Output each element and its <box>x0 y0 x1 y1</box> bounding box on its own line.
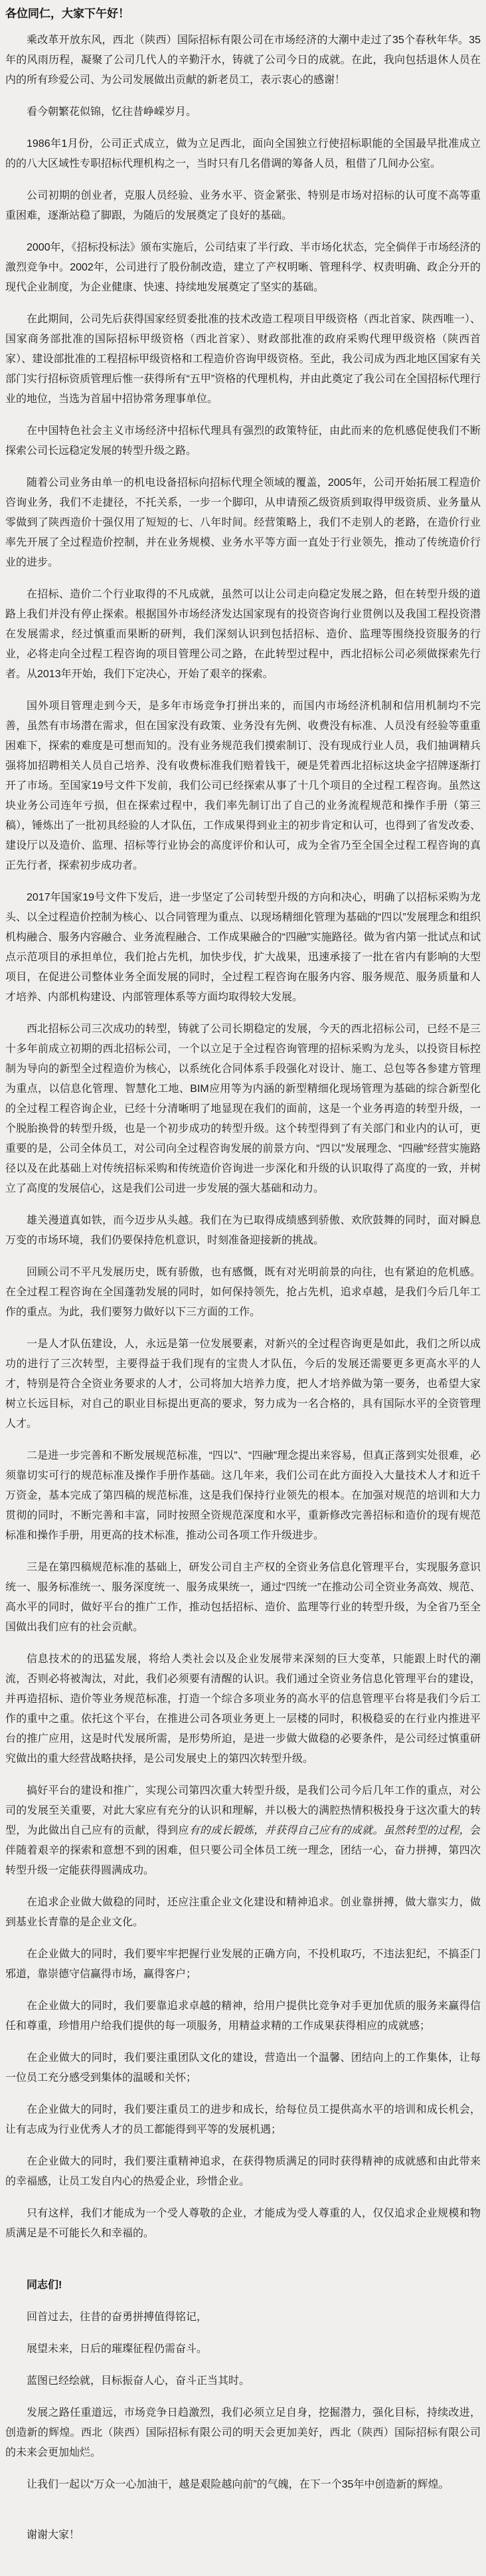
paragraph: 国外项目管理走到今天，是多年市场竞争打拼出来的，而国内市场经济机制和信用机制均不完善，虽然有市场潜在需求，但在国家没有政策、业务没有先例、收费没有标准、人员没有经验等重重困难下，探索的难度是可想而知的。没有业务规范我们摸索制订、没有现成行业人员，我们抽调精兵强将加招聘相关人员自己培养、没有收费标准我们赔着钱干，硬是凭着西北招标这块金字招牌逐渐打开了市场。至国家19号文件下发前，我们公司已经探索从事了十几个项目的全过程工程咨询。虽然这块业务公司连年亏损，但在探索过程中，我们率先制订出了自己的业务流程规范和操作手册（第三稿），锤炼出了一批初具经验的人才队伍，工作成果得到业主的初步肯定和认可，也得到了省发改委、建设厅以及造价、监理、招标等行业协会的高度评价和认可，成为全省乃至全国全过程工程咨询的真正先行者，探索初步成功者。 <box>5 700 481 871</box>
paragraph: 在企业做大的同时，我们要牢牢把握行业发展的正确方向，不投机取巧，不违法犯纪，不搞歪门邪道，靠崇德守信赢得市场，赢得客户； <box>5 1949 481 1980</box>
paragraph: 一是人才队伍建设，人，永远是第一位发展要素，对新兴的全过程咨询更是如此，我们之所以成功的进行了三次转型，主要得益于我们现有的宝贵人才队伍，今后的发展还需要更多更高水平的人才，特别是符合全资业务要求的人才，公司将加大培养力度，把人才培养做为第一要务，也希望大家树立长远目标，对自己的职业目标提出更高的要求，努力成为一名合格的，具有国际水平的全资管理人才。 <box>5 1339 481 1430</box>
paragraph: 二是进一步完善和不断发展规范标准，“四以”、“四融”理念提出来容易，但真正落到实处很难，必须靠切实可行的规范标准及操作手册作基础。这几年来，我们公司在此方面投入大量技术人才和近千万资金，基本完成了第四稿的规范标准，这是我们保持行业领先的根本。在加强对规范的培训和大力贯彻的同时，不断完善和丰富，同时按照全资规范深度和水平，重新修改完善招标和造价的现有规范标准和操作手册，用更高的技术标准，推动公司各项工作升级进步。 <box>5 1450 481 1541</box>
paragraph-text-normal: 搞好平台的建设和推广，实现公司第四次重大转型升级，是我们公司今后几年工作的重点，对公司的发展至关重要，对此大家应有充分的认识和理解，并以极大的满腔热情积极投身于这次重大的转型，为此做出自己应有的贡献，得到应 <box>5 1785 481 1836</box>
paragraph: 在企业做大的同时，我们要注重员工的进步和成长，给每位员工提供高水平的培训和成长机会，让有志成为行业优秀人才的员工都能得到平等的发展机遇； <box>5 2104 481 2135</box>
comrades-heading: 同志们! <box>27 2280 62 2291</box>
paragraph: 蓝图已经绘就，目标振奋人心，奋斗正当其时。 <box>27 2375 250 2387</box>
paragraph: 随着公司业务由单一的机电设备招标向招标代理全领域的覆盖，2005年，公司开始拓展工程造价咨询业务，我们不走捷径，不托关系，一步一个脚印，从申请预乙级资质到取得甲级资质、业务量从零做到了陕西造价十强仅用了短短的七、八年时间。经营策略上，我们不走别人的老路，在造价行业率先开展了全过程造价控制，并在业务规模、业务水平等方面一直处于行业领先，推动了传统造价行业的进步。 <box>5 477 481 568</box>
paragraph: 看今朝繁花似锦，忆往昔峥嵘岁月。 <box>27 106 197 118</box>
paragraph: 在企业做大的同时，我们要靠追求卓越的精神，给用户提供比竞争对手更加优质的服务来赢得信任和尊重，珍惜用户给我们提供的每一项服务，用精益求精的工作成果获得相应的成就感； <box>5 2000 481 2032</box>
paragraph: 2000年，《招标投标法》颁布实施后，公司结束了半行政、半市场化状态，完全倘佯于市场经济的激烈竞争中。2002年，公司进行了股份制改造，建立了产权明晰、管理科学、权责明确、政企分开的现代企业制度，为企业健康、快速、持续地发展奠定了坚实的基础。 <box>5 242 481 293</box>
closing-thanks: 谢谢大家！ <box>27 2529 80 2541</box>
paragraph: 在追求企业做大做稳的同时，还应注重企业文化建设和精神追求。创业靠拼搏，做大靠实力，做到基业长青靠的是企业文化。 <box>5 1897 481 1928</box>
paragraph: 展望未来，日后的璀璨征程仍需奋斗。 <box>27 2343 208 2355</box>
paragraph: 2017年国家19号文件下发后，进一步坚定了公司转型升级的方向和决心，明确了以招标采购为龙头、以全过程造价控制为核心、以合同管理为重点、以现场精细化管理为基础的“四以”发展理念和组织机构融合、服务内容融合、业务流程融合、工作成果融合的“四融”实施路径。做为省内第一批试点和试点示范项目的承担单位，我们抢占先机，加快步伐，扩大战果，迅速承接了一批在省内有影响的大型项目，在促进公司整体业务全面发展的同时，全过程工程咨询在服务内容、服务规范、服务质量和人才培养、内部机构建设、内部管理体系等方面均取得较大发展。 <box>5 892 481 1003</box>
greeting-title: 各位同仁，大家下午好！ <box>5 7 129 20</box>
paragraph: 公司初期的创业者，克服人员经验、业务水平、资金紧张、特别是市场对招标的认可度不高等重重困难，逐渐站稳了脚跟，为随后的发展奠定了良好的基础。 <box>5 190 481 221</box>
paragraph: 西北招标公司三次成功的转型，铸就了公司长期稳定的发展，今天的西北招标公司，已经不是三十多年前成立初期的西北招标公司，一个以立足于全过程咨询管理的招标采购为龙头，以投资目标控制为导向的新型全过程造价为核心，以系统化合同体系手段强化对设计、施工、总包等各参建方管理为重点，以信息化管理、智慧化工地、BIM应用等为内涵的新型精细化现场管理为基础的综合新型化的全过程工程咨询企业，已经十分清晰明了地显现在我们的面前，这是一个业务再造的转型升级，一个脱胎换骨的转型升级，也是一个初步成功的转型升级。这个转型得到了有关部门和业内的认可，更重要的是，公司全体员工，对公司向全过程咨询发展的前景方向、“四以”发展理念、“四融”经营实施路径以及在此基础上对传统招标采购和传统造价咨询进一步深化和升级的认识取得了高度的一致，并树立了高度的发展信心，这是我们公司进一步发展的强大基础和动力。 <box>5 1023 481 1194</box>
paragraph: 信息技术的的迅猛发展，将给人类社会以及企业发展带来深刻的巨大变革，只能跟上时代的潮流，否则必将被淘汰，对此，我们必须要有清醒的认识。我们通过全资业务信息化管理平台的建设，并再造招标、造价等业务规范标准，打造一个综合多项业务的高水平的信息管理平台将是我们今后工作的重中之重。依托这个平台，在推进公司各项业务更上一层楼的同时，积极稳妥的在行业内推进平台的推广应用，这是时代发展所需，是形势所迫，是进一步做大做稳的必要条件，是公司经过慎重研究做出的重大经营战略抉择，是公司发展史上的第四次转型升级。 <box>5 1654 481 1765</box>
paragraph: 乘改革开放东风，西北（陕西）国际招标有限公司在市场经济的大潮中走过了35个春秋年华。35年的风雨历程，凝聚了公司几代人的辛勤汗水，铸就了公司今日的成就。在此，我向包括退休人员在内的所有珍爱公司、为公司发展做出贡献的新老员工，表示衷心的感谢！ <box>5 35 481 86</box>
paragraph: 雄关漫道真如铁，而今迈步从头越。我们在为已取得成绩感到骄傲、欢欣鼓舞的同时，面对瞬息万变的市场环境，我们仍要保持危机意识，时刻准备迎接新的挑战。 <box>5 1215 481 1246</box>
paragraph: 在此期间，公司先后获得国家经贸委批准的技术改造工程项目甲级资格（西北首家、陕西唯一）、国家商务部批准的国际招标甲级资格（西北首家）、财政部批准的政府采购代理甲级资格（陕西首家）、建设部批准的工程招标甲级资格和工程造价咨询甲级资格。至此，我公司成为西北地区国家有关部门实行招标资质管理后惟一获得所有“五甲”资格的代理机构，并由此奠定了我公司在全国招标代理行业的地位，当选为首届中招协常务理事单位。 <box>5 314 481 405</box>
paragraph: 回顾公司不平凡发展历史，既有骄傲，也有感慨，既有对光明前景的向往，也有紧迫的危机感。在全过程工程咨询在全国蓬勃发展的同时，如何保持领先，抢占先机，追求卓越，是我们今后几年工作的重点。为此，我们要努力做好以下三方面的工作。 <box>5 1267 481 1318</box>
paragraph: 在招标、造价二个行业取得的不凡成就，虽然可以让公司走向稳定发展之路，但在转型升级的道路上我们并没有停止探索。根据国外市场经济发达国家现有的投资咨询行业贯例以及我国工程投资潜在发展需求，经过慎重而果断的研判，我们深刻认识到包括招标、造价、监理等围绕投资服务的行业，必将走向全过程工程咨询的项目管理公司之路，在此转型过程中，西北招标公司必须做探索先行者。从2013年开始，我们下定决心，开始了艰辛的探索。 <box>5 589 481 680</box>
paragraph: 发展之路任重道远，市场竞争日趋激烈，我们必须立足自身，挖掘潜力，强化目标，持续改进，创造新的辉煌。西北（陕西）国际招标有限公司的明天会更加美好，西北（陕西）国际招标有限公司的未来会更加灿烂。 <box>5 2407 481 2458</box>
paragraph-text-normal: 会伴随着艰辛的探索和意想不到的困难，但只要公司全体员工统一理念，团结一心，奋力拼搏，第四次转型升级一定能获得圆满成功。 <box>5 1825 481 1876</box>
paragraph-with-italic <box>5 1781 481 1881</box>
paragraph-text-italic: 有的成长锻炼，并获得自己应有的成就。虽然转型的过程， <box>189 1825 470 1836</box>
paragraph: 在企业做大的同时，我们要注重团队文化的建设，营造出一个温馨、团结向上的工作集体，让每一位员工充分感受到集体的温暖和关怀； <box>5 2052 481 2084</box>
paragraph: 只有这样，我们才能成为一个受人尊敬的企业，才能成为受人尊重的人，仅仅追求企业规模和物质满足是不可能长久和幸福的。 <box>5 2208 481 2239</box>
paragraph: 1986年1月份，公司正式成立，做为立足西北，面向全国独立行使招标职能的全国最早批准成立的的八大区域性专职招标代理机构之一，当时只有几名借调的筹备人员，租借了几间办公室。 <box>5 138 481 169</box>
paragraph: 回首过去，往昔的奋勇拼搏值得铭记， <box>27 2311 208 2323</box>
paragraph: 在企业做大的同时，我们要注重精神追求，在获得物质满足的同时获得精神的成就感和由此带来的幸福感，让员工发自内心的热爱企业，珍惜企业。 <box>5 2156 481 2187</box>
paragraph: 在中国特色社会主义市场经济中招标代理具有强烈的政策特征，由此而来的危机感促使我们不断探索公司长远稳定发展的转型升级之路。 <box>5 425 481 457</box>
paragraph: 三是在第四稿规范标准的基础上，研发公司自主产权的全资业务信息化管理平台，实现服务意识统一、服务标准统一、服务深度统一、服务成果统一，通过“四统一”在推动公司全资业务高效、规范、高水平的同时，做好平台的推广工作，推动包括招标、造价、监理等行业的转型升级，为全省乃至全国做出我们应有的社会贡献。 <box>5 1562 481 1633</box>
paragraph: 让我们一起以“万众一心加油干，越是艰险越向前”的气魄，在下一个35年中创造新的辉煌。 <box>27 2479 449 2490</box>
